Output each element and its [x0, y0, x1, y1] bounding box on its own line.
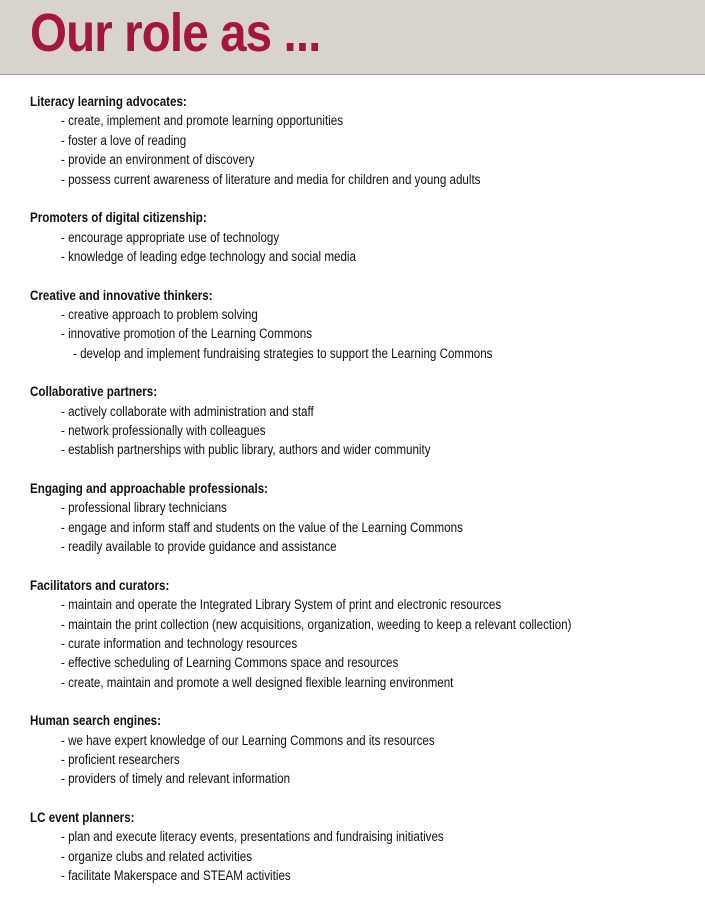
list-item: - plan and execute literacy events, presentations and fundraising initiatives — [61, 829, 444, 845]
section-heading: Engaging and approachable professionals: — [30, 481, 269, 496]
list-item: - we have expert knowledge of our Learning Commons and its resources — [61, 732, 435, 748]
list-item: - readily available to provide guidance and assistance — [61, 539, 337, 555]
section-heading: Collaborative partners: — [30, 384, 158, 400]
list-item: - maintain and operate the Integrated Library System of print and electronic resources — [61, 597, 502, 613]
section-digital-citizenship — [30, 208, 690, 266]
section-human-search-engines — [30, 711, 690, 789]
section-collaborative-partners — [30, 382, 690, 460]
list-item: - maintain the print collection (new acquisitions, organization, weeding to keep a relevant collection) — [61, 616, 572, 632]
list-item: - establish partnerships with public library, authors and wider community — [61, 442, 431, 458]
list-item: - possess current awareness of literature and media for children and young adults — [61, 171, 481, 187]
list-item: - foster a love of reading — [61, 132, 187, 148]
list-item: - providers of timely and relevant information — [61, 771, 291, 787]
list-item: - curate information and technology resources — [61, 635, 298, 651]
list-item: - organize clubs and related activities — [61, 848, 253, 864]
roles-list — [30, 92, 690, 905]
section-heading: Facilitators and curators: — [30, 577, 170, 593]
list-item: - actively collaborate with administration and staff — [61, 403, 314, 419]
section-heading: Literacy learning advocates: — [30, 94, 187, 109]
section-heading: Human search engines: — [30, 713, 161, 729]
list-item: - professional library technicians — [61, 500, 227, 516]
section-creative-thinkers — [30, 286, 690, 364]
list-item: - encourage appropriate use of technology — [61, 229, 280, 245]
list-item: - innovative promotion of the Learning Commons — [61, 326, 313, 342]
list-item: - engage and inform staff and students on the value of the Learning Commons — [61, 519, 463, 535]
list-item: - effective scheduling of Learning Commons space and resources — [61, 655, 399, 671]
section-lc-event-planners — [30, 808, 690, 886]
list-item: - network professionally with colleagues — [61, 423, 266, 439]
section-heading: Creative and innovative thinkers: — [30, 287, 213, 303]
section-heading: Promoters of digital citizenship: — [30, 210, 207, 226]
list-item: - provide an environment of discovery — [61, 152, 255, 168]
list-item: - create, maintain and promote a well designed flexible learning environment — [61, 674, 454, 690]
section-literacy-advocates — [30, 92, 690, 189]
section-facilitators-curators — [30, 576, 690, 692]
list-item: - facilitate Makerspace and STEAM activities — [61, 868, 291, 884]
list-item: - creative approach to problem solving — [61, 306, 258, 322]
list-item: - knowledge of leading edge technology and social media — [61, 248, 356, 264]
list-item: - create, implement and promote learning opportunities — [61, 113, 344, 129]
section-heading: LC event planners: — [30, 810, 135, 826]
section-engaging-professionals — [30, 479, 690, 557]
page-title: Our role as ... — [30, 3, 321, 63]
list-item: - proficient researchers — [61, 752, 180, 768]
page-header — [0, 0, 705, 75]
list-sub-item: - develop and implement fundraising strategies to support the Learning Commons — [73, 345, 493, 361]
